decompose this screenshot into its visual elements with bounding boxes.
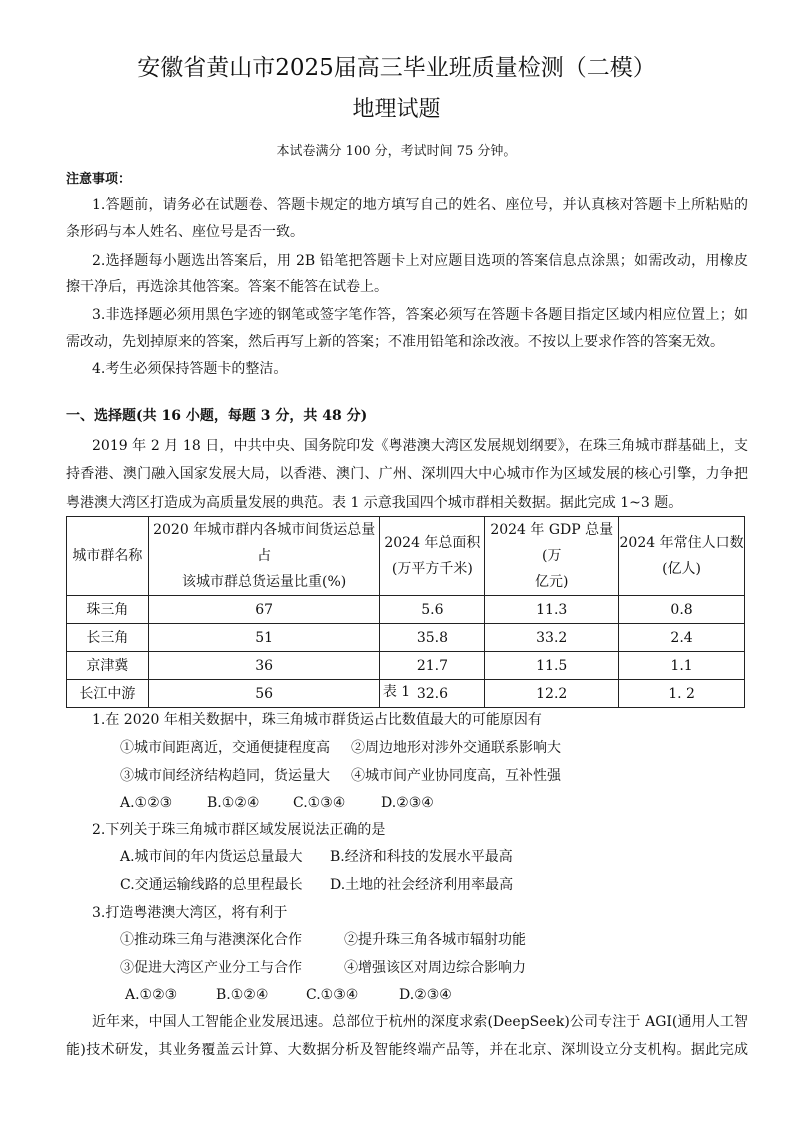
statement: ③城市间经济结构趋同，货运量大 [120, 768, 330, 784]
notes-heading: 注意事项： [66, 172, 132, 187]
value-cell: 0.8 [619, 596, 745, 624]
table-row [67, 624, 745, 652]
option: C.交通运输线路的总里程最长 [120, 877, 303, 893]
subject-title: 地理试题 [352, 97, 441, 122]
intro-line: 2019 年 2 月 18 日，中共中央、国务院印发《粤港澳大湾区发展规划纲要》，在珠三角城市群基础上，支 [92, 438, 748, 454]
value-cell: 51 [148, 624, 380, 652]
value-cell: 36 [148, 652, 380, 680]
statement: ③促进大湾区产业分工与合作 [120, 960, 302, 976]
note-line: 1.答题前，请务必在试题卷、答题卡规定的地方填写自己的姓名、座位号，并认真核对答题卡上所粘贴的 [92, 197, 748, 213]
value-cell: 1.1 [619, 652, 745, 680]
value-cell: 21.7 [380, 652, 485, 680]
header-cell: 2024 年 GDP 总量(万 亿元) [485, 517, 619, 596]
value-cell: 56 [148, 680, 380, 708]
option: A.城市间的年内货运总量最大 [120, 849, 303, 865]
value-cell: 2.4 [619, 624, 745, 652]
option: D.②③④ [399, 987, 452, 1003]
option: C.①③④ [293, 795, 346, 811]
value-cell: 35.8 [380, 624, 485, 652]
value-cell: 11.3 [485, 596, 619, 624]
value-cell: 67 [148, 596, 380, 624]
note-line: 2.选择题每小题选出答案后，用 2B 铅笔把答题卡上对应题目选项的答案信息点涂黑；如需改动，用橡皮 [92, 253, 748, 269]
table-header-row [67, 517, 745, 596]
intro-line: 能)技术研发，其业务覆盖云计算、大数据分析及智能终端产品等，并在北京、深圳设立分支机构。据此完成 [66, 1042, 748, 1058]
option: C.①③④ [306, 987, 359, 1003]
option: A.①②③ [120, 795, 173, 811]
table-row [67, 596, 745, 624]
statement: ②周边地形对涉外交通联系影响大 [351, 740, 561, 756]
statement: ④增强该区对周边综合影响力 [344, 960, 526, 976]
question-stem: 3.打造粤港澳大湾区，将有利于 [92, 905, 288, 921]
intro-line: 近年来，中国人工智能企业发展迅速。总部位于杭州的深度求索(DeepSeek)公司专注于 AGI(通用人工智 [92, 1014, 748, 1030]
value-cell: 1. 2 [619, 680, 745, 708]
statement: ④城市间产业协同度高，互补性强 [351, 768, 561, 784]
statement: ①推动珠三角与港澳深化合作 [120, 932, 302, 948]
header-cell: 城市群名称 [67, 517, 149, 596]
city-cluster-cell: 京津冀 [67, 652, 149, 680]
table-row [67, 652, 745, 680]
header-cell: 2024 年总面积 (万平方千米) [380, 517, 485, 596]
option: D.②③④ [381, 795, 434, 811]
city-cluster-cell: 长三角 [67, 624, 149, 652]
statement: ①城市间距离近，交通便捷程度高 [120, 740, 330, 756]
value-cell: 11.5 [485, 652, 619, 680]
header-cell: 2024 年常住人口数 (亿人) [619, 517, 745, 596]
exam-title: 安徽省黄山市2025届高三毕业班质量检测（二模） [137, 55, 656, 81]
value-cell: 33.2 [485, 624, 619, 652]
intro-line: 粤港澳大湾区打造成为高质量发展的典范。表 1 示意我国四个城市群相关数据。据此完成 1~3 题。 [66, 495, 683, 511]
value-cell: 5.6 [380, 596, 485, 624]
section-heading: 一、选择题(共 16 小题，每题 3 分，共 48 分) [66, 408, 368, 424]
note-line: 4.考生必须保持答题卡的整洁。 [92, 361, 288, 377]
option: B.①②④ [216, 987, 269, 1003]
value-cell: 32.6 [380, 680, 485, 708]
intro-line: 持香港、澳门融入国家发展大局，以香港、澳门、广州、深圳四大中心城市作为区域发展的核心引擎，力争把 [66, 466, 748, 482]
option: B.①②④ [207, 795, 260, 811]
option: B.经济和科技的发展水平最高 [330, 849, 513, 865]
question-stem: 1.在 2020 年相关数据中，珠三角城市群货运占比数值最大的可能原因有 [92, 712, 542, 728]
option: A.①②③ [125, 987, 178, 1003]
note-line: 擦干净后，再选涂其他答案。答案不能答在试卷上。 [66, 279, 388, 295]
data-table [66, 516, 745, 708]
city-cluster-cell: 长江中游 [67, 680, 149, 708]
table-caption: 表 1 [382, 684, 411, 700]
header-cell: 2020 年城市群内各城市间货运总量占 该城市群总货运量比重(%) [148, 517, 380, 596]
note-line: 3.非选择题必须用黑色字迹的钢笔或签字笔作答，答案必须写在答题卡各题目指定区域内相应位置上；如 [92, 307, 748, 323]
value-cell: 12.2 [485, 680, 619, 708]
question-stem: 2.下列关于珠三角城市群区域发展说法正确的是 [92, 822, 386, 838]
note-line: 条形码与本人姓名、座位号是否一致。 [66, 224, 304, 240]
note-line: 需改动，先划掉原来的答案，然后再写上新的答案；不准用铅笔和涂改液。不按以上要求作答的答案无效。 [66, 334, 724, 350]
option: D.土地的社会经济利用率最高 [330, 877, 514, 893]
exam-info: 本试卷满分 100 分，考试时间 75 分钟。 [276, 144, 517, 159]
city-cluster-cell: 珠三角 [67, 596, 149, 624]
statement: ②提升珠三角各城市辐射功能 [344, 932, 526, 948]
